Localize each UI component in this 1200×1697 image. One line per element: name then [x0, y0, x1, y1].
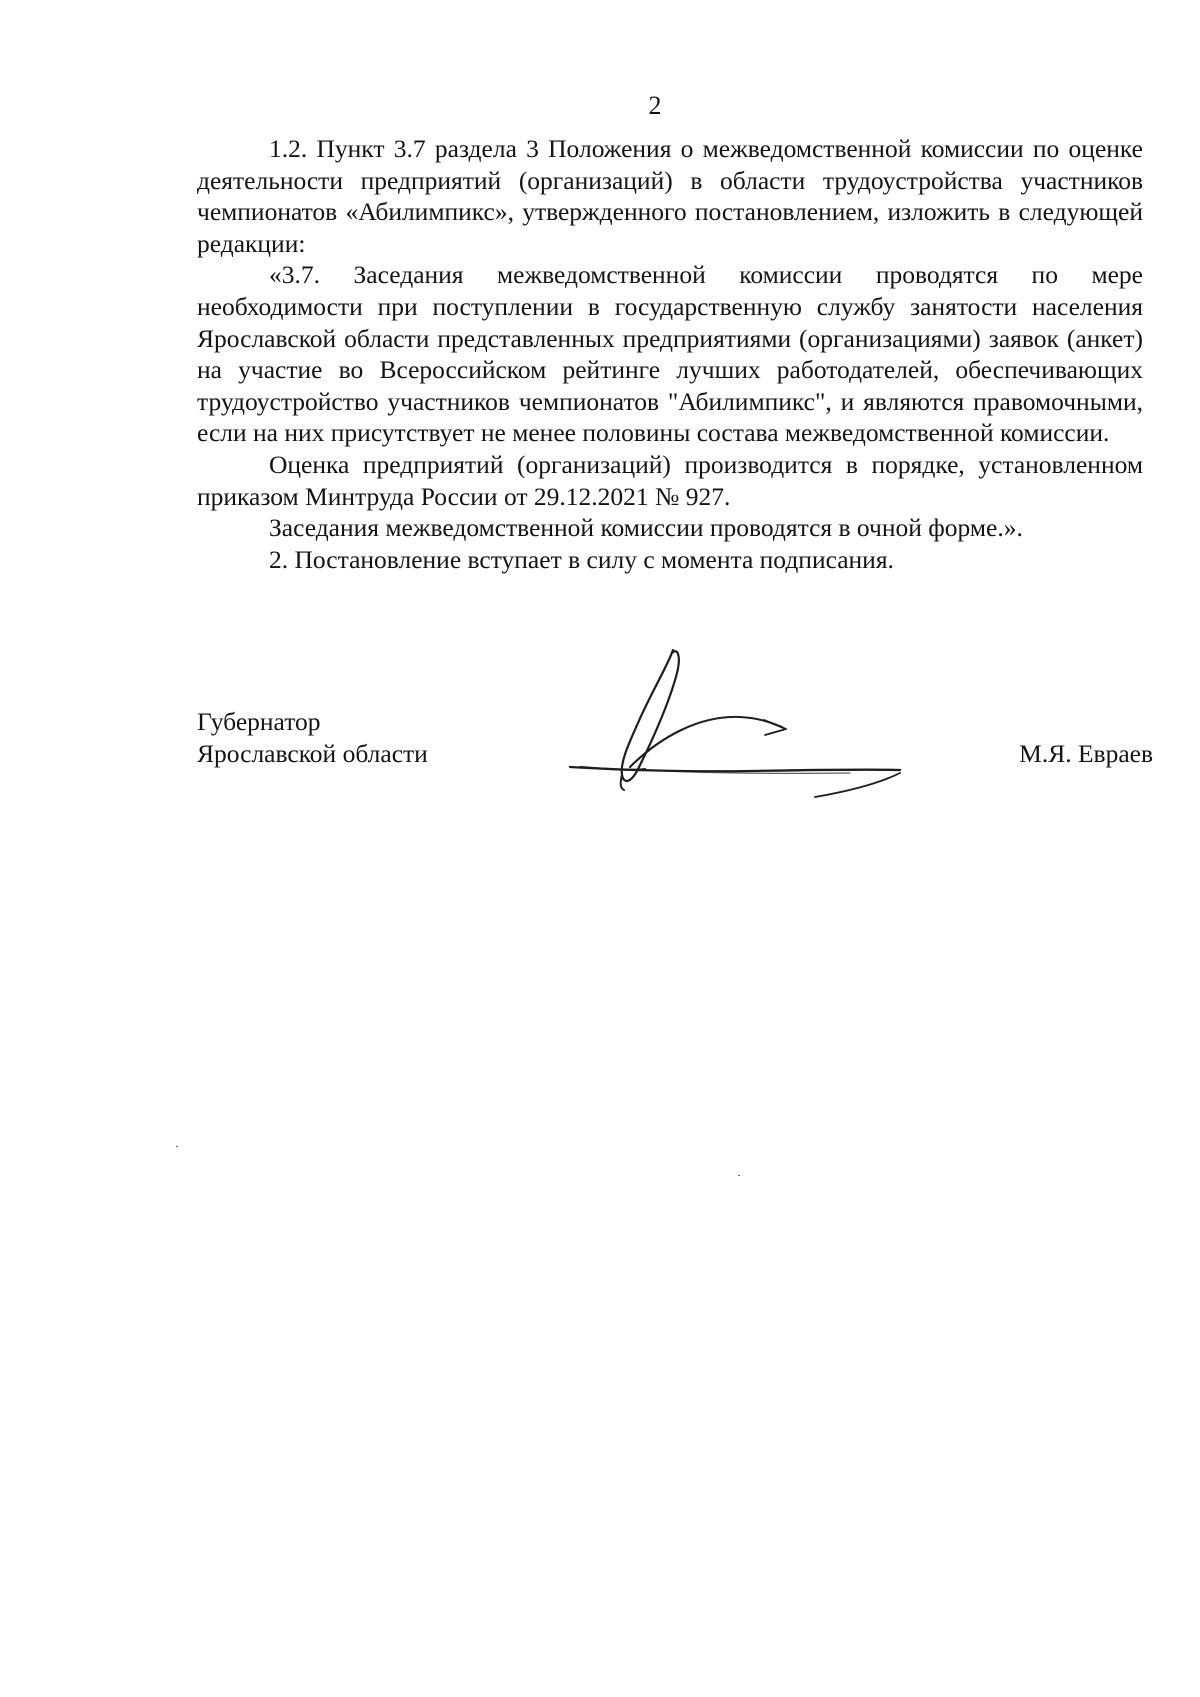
signer-title-line1: Губернатор	[197, 707, 321, 736]
document-body	[197, 133, 1143, 575]
paragraph-3-7: «3.7. Заседания межведомственной комиссии проводятся по мере необходимости при поступлении в государственную службу занятости населения Ярославской области представленных предприятиями (организациями) заявок (анкет) на участие во Всероссийском рейтинге лучших работодателей, обеспечивающих трудоустройство участников чемпионатов "Абилимпикс", и являются правомочными, если на них присутствует не менее половины состава межведомственной комиссии.	[197, 260, 1143, 448]
signer-name: М.Я. Евраев	[1019, 739, 1153, 768]
scan-speck	[176, 1146, 178, 1147]
paragraph-2: 2. Постановление вступает в силу с момента подписания.	[269, 544, 894, 574]
paragraph-assessment: Оценка предприятий (организаций) производится в порядке, установленном приказом Минтруда России от 29.12.2021 № 927.	[197, 449, 1143, 511]
signer-title-line2: Ярославской области	[197, 739, 428, 768]
signer-title	[197, 706, 428, 770]
scan-speck	[738, 1175, 740, 1176]
handwritten-signature	[550, 645, 920, 815]
page-number: 2	[648, 91, 662, 120]
paragraph-meeting-form: Заседания межведомственной комиссии проводятся в очной форме.».	[269, 513, 1023, 543]
paragraph-1-2: 1.2. Пункт 3.7 раздела 3 Положения о межведомственной комиссии по оценке деятельности предприятий (организаций) в области трудоустройства участников чемпионатов «Абилимпикс», утвержденного постановлением, изложить в следующей редакции:	[197, 134, 1143, 258]
